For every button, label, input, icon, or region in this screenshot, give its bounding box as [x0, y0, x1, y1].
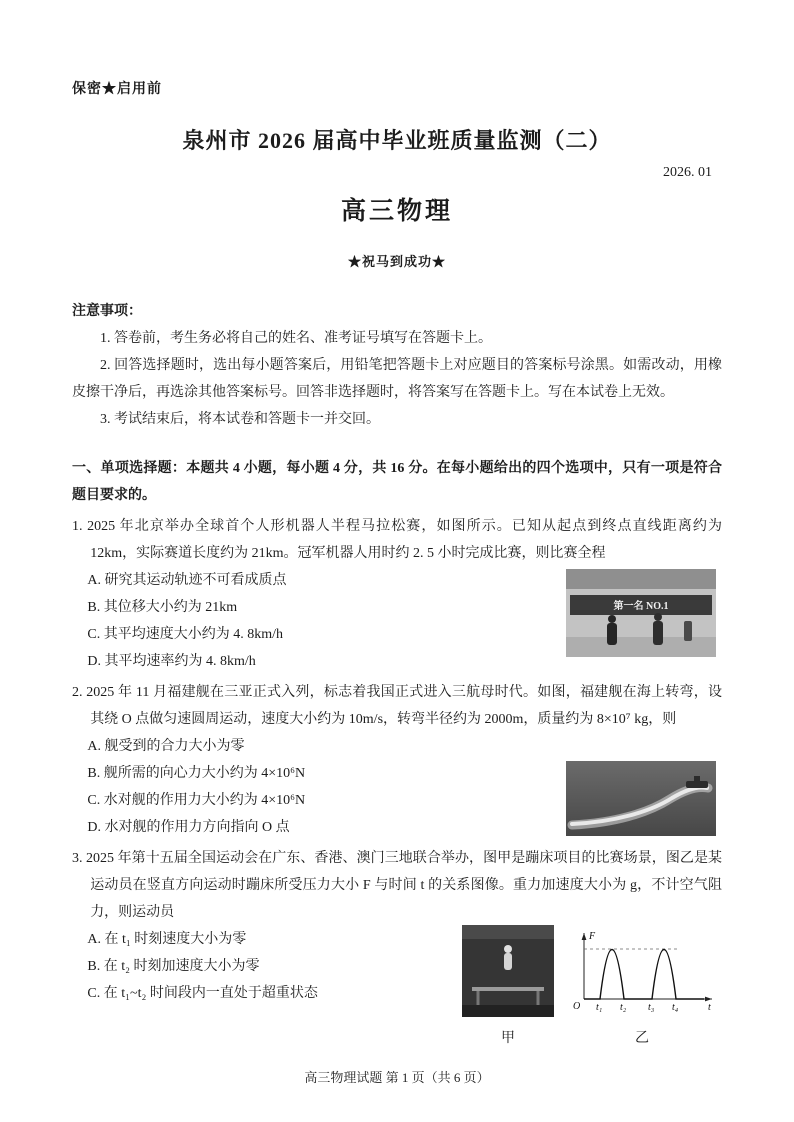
graph-tick-t2: t₂ — [620, 1002, 627, 1013]
section-one-header: 一、单项选择题：本题共 4 小题，每小题 4 分，共 16 分。在每小题给出的四个选项中，只有一项是符合题目要求的。 — [72, 461, 722, 503]
question-1-stem: 1. 2025 年北京举办全球首个人形机器人半程马拉松赛，如图所示。已知从起点到终点直线距离约为 12km，实际赛道长度约为 21km。冠军机器人用时约 2. 5 小时完成比赛，则比赛全程 — [72, 519, 722, 561]
caption-jia: 甲 — [501, 1031, 515, 1046]
security-notice: 保密★启用前 — [72, 82, 162, 97]
option-d: D. 其平均速率约为 4. 8km/h — [87, 654, 256, 669]
graph-tick-t3: t₃ — [648, 1002, 655, 1013]
option-a: A. 舰受到的合力大小为零 — [87, 739, 245, 754]
force-time-graph — [566, 925, 718, 1027]
question-3-figures — [462, 925, 718, 1047]
option-c: C. 其平均速度大小约为 4. 8km/h — [87, 627, 284, 642]
question-3 — [72, 845, 722, 1046]
subject-title: 高三物理 — [340, 198, 453, 225]
blessing-line: ★祝马到成功★ — [347, 254, 446, 269]
note-item: 2. 回答选择题时，选出每小题答案后，用铅笔把答题卡上对应题目的答案标号涂黑。如需改动，用橡皮擦干净后，再选涂其他答案标号。回答非选择题时，将答案写在答题卡上。写在本试卷上无效。 — [72, 358, 722, 400]
note-item: 1. 答卷前，考生务必将自己的姓名、准考证号填写在答题卡上。 — [100, 331, 492, 346]
graph-y-label: F — [589, 931, 596, 942]
question-2 — [72, 679, 722, 841]
exam-date: 2026. 01 — [663, 165, 712, 180]
notes-section — [72, 298, 722, 433]
note-item: 3. 考试结束后，将本试卷和答题卡一并交回。 — [100, 412, 380, 427]
option-c: C. 水对舰的作用力大小约为 4×10⁶N — [87, 793, 306, 808]
graph-x-label: t — [708, 1002, 711, 1013]
exam-title: 泉州市 2026 届高中毕业班质量监测（二） — [182, 128, 612, 153]
trampoline-figure — [462, 925, 554, 1047]
trampoline-photo — [462, 925, 554, 1027]
option-b: B. 其位移大小约为 21km — [87, 600, 238, 615]
question-1 — [72, 513, 722, 675]
option-a: A. 在 t₁ 时刻速度大小为零 — [87, 932, 247, 947]
option-c: C. 在 t₁~t₂ 时间段内一直处于超重状态 — [87, 986, 318, 1001]
robot-marathon-photo — [566, 569, 716, 657]
notes-title: 注意事项： — [72, 304, 142, 319]
option-d: D. 水对舰的作用力方向指向 O 点 — [87, 820, 290, 835]
question-3-stem: 3. 2025 年第十五届全国运动会在广东、香港、澳门三地联合举办，图甲是蹦床项目的比赛场景，图乙是某运动员在竖直方向运动时蹦床所受压力大小 F 与时间 t 的关系图像。重力加速度大小为 g，不计空气阻力，则运动员 — [72, 851, 722, 920]
graph-origin-label: O — [573, 1001, 581, 1012]
graph-tick-t1: t₁ — [596, 1002, 603, 1013]
question-2-stem: 2. 2025 年 11 月福建舰在三亚正式入列，标志着我国正式进入三航母时代。如图，福建舰在海上转弯，设其绕 O 点做匀速圆周运动，速度大小约为 10m/s，转弯半径约为 2000m，质量约为 8×10⁷ kg，则 — [72, 685, 722, 727]
force-time-figure — [566, 925, 718, 1047]
graph-tick-t4: t₄ — [672, 1002, 679, 1013]
option-b: B. 舰所需的向心力大小约为 4×10⁶N — [87, 766, 306, 781]
aircraft-carrier-photo — [566, 761, 716, 836]
page-footer: 高三物理试题 第 1 页（共 6 页） — [304, 1070, 490, 1085]
banner-text: 第一名 NO.1 — [613, 601, 669, 612]
caption-yi: 乙 — [635, 1031, 649, 1046]
option-a: A. 研究其运动轨迹不可看成质点 — [87, 573, 287, 588]
option-b: B. 在 t₂ 时刻加速度大小为零 — [87, 959, 260, 974]
